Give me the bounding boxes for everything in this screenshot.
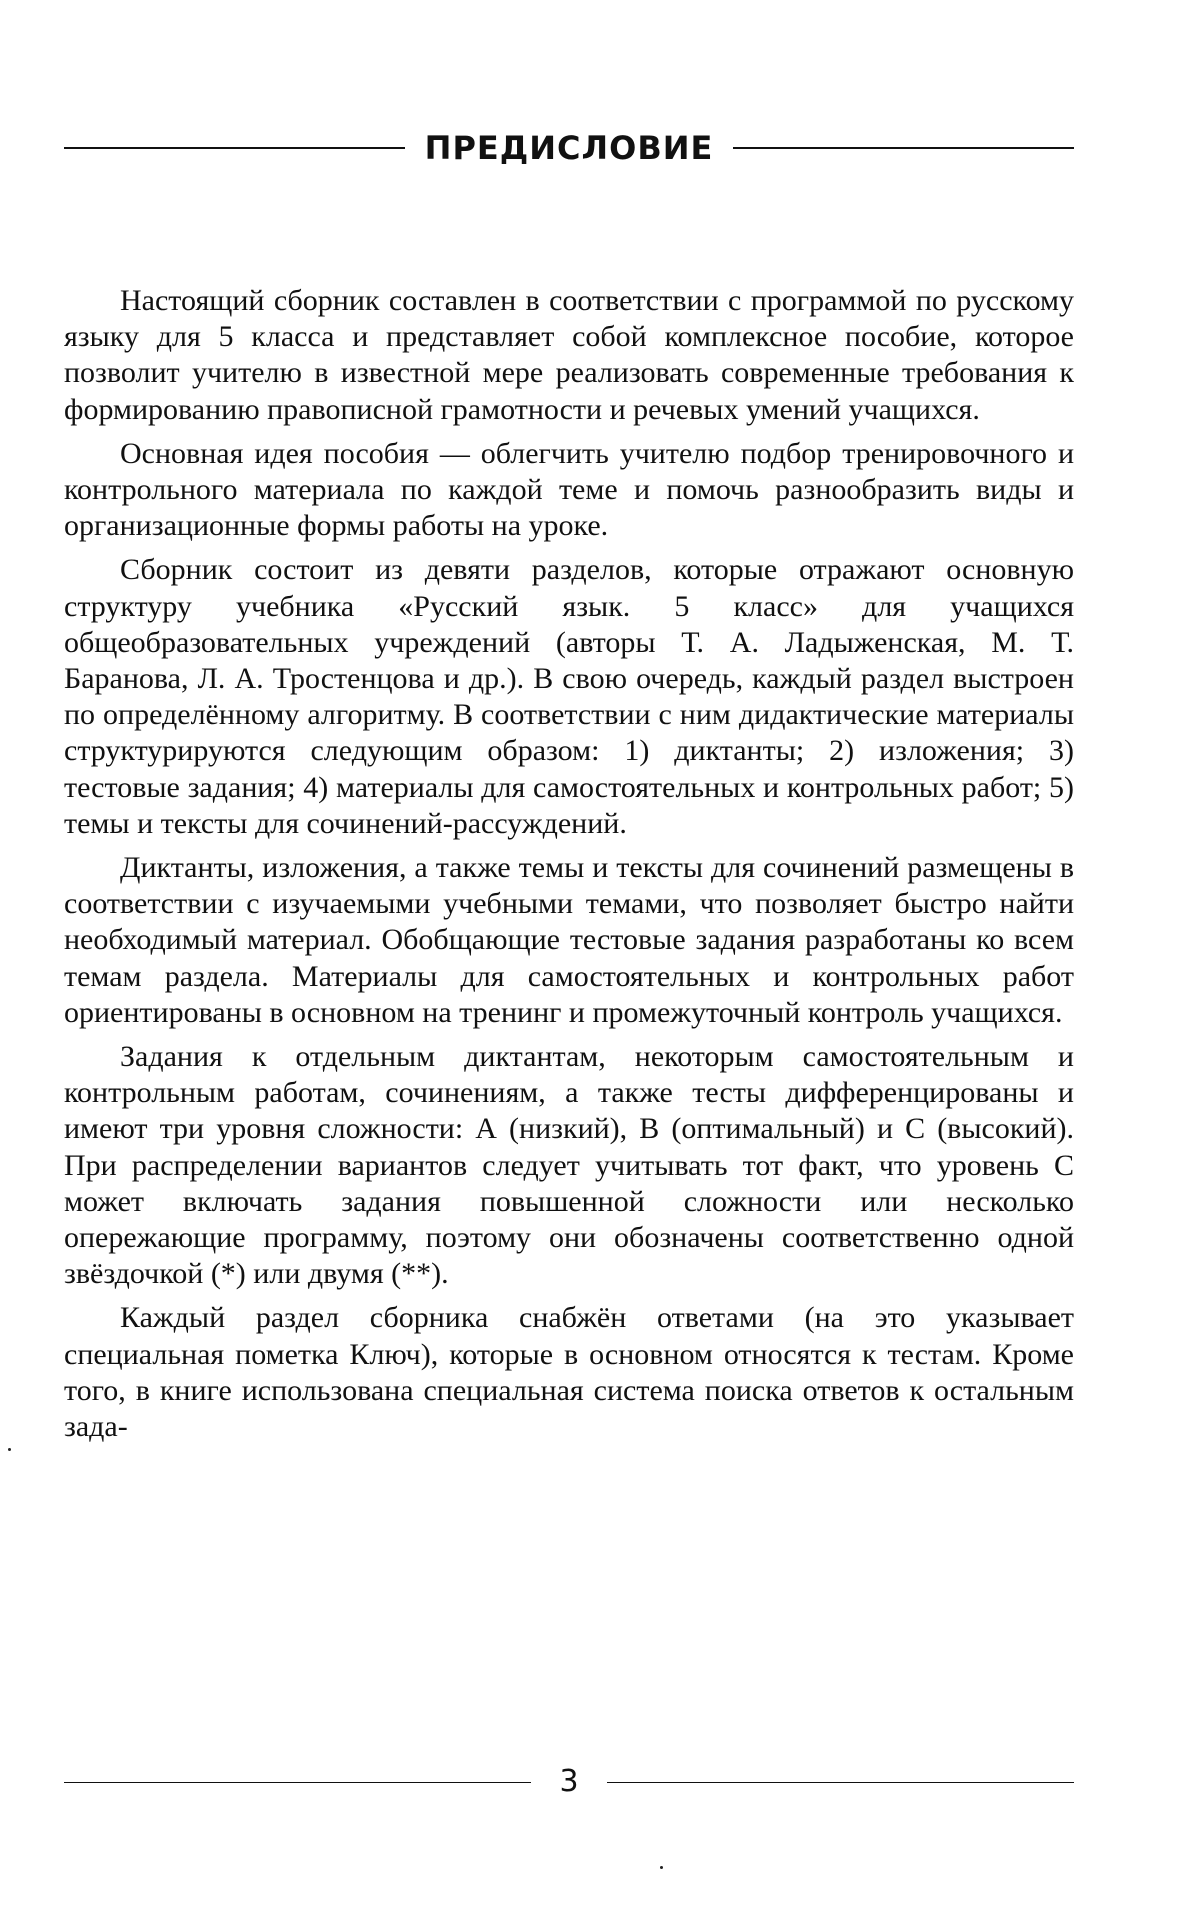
page-footer: [64, 1764, 1074, 1800]
header-rule-left: [64, 147, 405, 149]
body-text: [64, 283, 1074, 1445]
paragraph: Сборник состоит из девяти разделов, которые отражают основную структуру учебника «Русский язык. 5 класс» для учащихся общеобразовательных учреждений (авторы Т. А. Ладыженская, М. Т. Баранова, Л. А. Тростенцова и др.). В свою очередь, каждый раздел выстроен по определённому алгоритму. В соответствии с ним дидактические материалы структурируются следующим образом: 1) диктанты; 2) изложения; 3) тестовые задания; 4) материалы для самостоятельных и контрольных работ; 5) темы и тексты для сочинений-рассуждений.: [64, 553, 1074, 840]
paragraph: Настоящий сборник составлен в соответствии с программой по русскому языку для 5 класса и представляет собой комплексное пособие, которое позволит учителю в известной мере реализовать современные требования к формированию правописной грамотности и речевых умений учащихся.: [64, 284, 1074, 426]
paragraph: Диктанты, изложения, а также темы и тексты для сочинений размещены в соответствии с изучаемыми учебными темами, что позволяет быстро найти необходимый материал. Обобщающие тестовые задания разработаны ко всем темам раздела. Материалы для самостоятельных и контрольных работ ориентированы в основном на тренинг и промежуточный контроль учащихся.: [64, 851, 1074, 1029]
paragraph: Основная идея пособия — облегчить учителю подбор тренировочного и контрольного материала по каждой теме и помочь разнообразить виды и организационные формы работы на уроке.: [64, 436, 1074, 543]
page-number: 3: [559, 1764, 579, 1799]
footer-rule-left: [64, 1782, 531, 1783]
section-header: [64, 128, 1074, 168]
paragraph: Каждый раздел сборника снабжён ответами (на это указывает специальная пометка Ключ), которые в основном относятся к тестам. Кроме того, в книге использована специальная система поиска ответов к остальным зада-: [64, 1301, 1074, 1444]
paragraph: Задания к отдельным диктантам, некоторым самостоятельным и контрольным работам, сочинениям, а также тесты дифференцированы и имеют три уровня сложности: А (низкий), В (оптимальный) и С (высокий). При распределении вариантов следует учитывать тот факт, что уровень С может включать задания повышенной сложности или несколько опережающие программу, поэтому они обозначены соответственно одной звёздочкой (*) или двумя (**).: [64, 1040, 1074, 1291]
scan-speck: [660, 1866, 663, 1869]
footer-rule-right: [607, 1782, 1074, 1783]
scan-speck: [8, 1448, 11, 1451]
page-title: ПРЕДИСЛОВИЕ: [424, 129, 714, 167]
header-rule-right: [733, 147, 1074, 149]
